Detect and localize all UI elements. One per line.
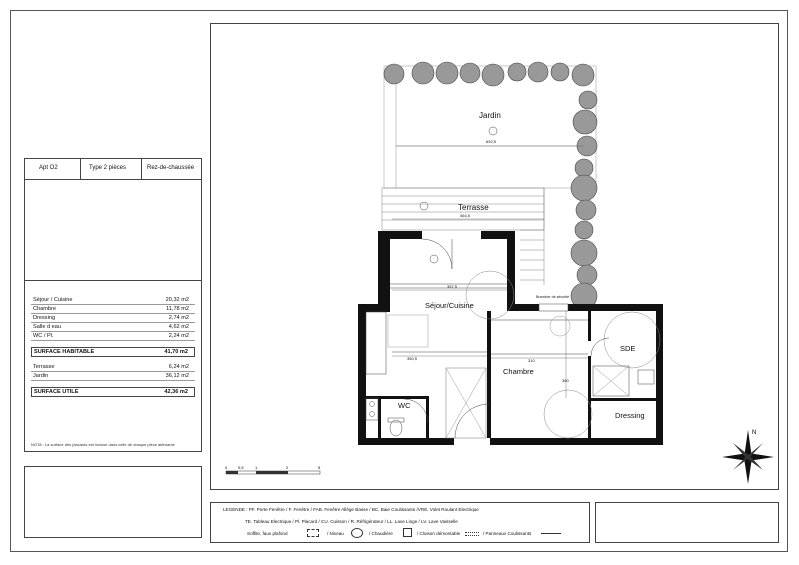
partition-symbol — [465, 532, 479, 536]
dim-terrasse: 464,5 — [460, 213, 471, 218]
exterior-name: Jardin — [33, 373, 49, 379]
dim-chambre: 310 — [528, 358, 535, 363]
apartment-type: Type 2 pièces — [89, 165, 127, 171]
level-icon — [351, 528, 363, 538]
room-label-dressing: Dressing — [615, 411, 645, 420]
compass-north: N — [752, 430, 757, 436]
surface-name: WC / Pl. — [33, 333, 54, 339]
boiler-icon — [403, 528, 412, 537]
surface-value: 2,74 m2 — [168, 315, 189, 321]
surface-name: Chambre — [33, 306, 57, 312]
surface-name: Séjour / Cuisine — [33, 297, 73, 303]
surface-value: 11,78 m2 — [166, 306, 189, 312]
scale-label: 0 — [225, 465, 228, 470]
scale-label: 5 — [318, 465, 321, 470]
title-box — [595, 502, 779, 543]
room-label-terrasse: Terrasse — [458, 203, 489, 212]
scale-label: 2 — [286, 465, 289, 470]
legend-line-2: TE. Tableau Electrique / Pl. Placard / CU. Cuisson / R. Réfrigérateur / LL. Lave Linge / LV. Lave Vaisselle — [245, 519, 458, 524]
legend-soffite: Soffite, faux plafond — [247, 531, 288, 536]
room-label-chambre: Chambre — [503, 367, 534, 376]
legend-niveau: / Niveau — [327, 531, 344, 536]
exterior-value: 6,24 m2 — [168, 364, 189, 370]
scale-label: 0,5 — [238, 465, 244, 470]
sliding-panel-symbol — [541, 533, 561, 534]
dim-sejour: 357,5 — [447, 284, 458, 289]
footnote: NOTA : La surface des placards est incluse dans celle de chaque pièce attenante — [31, 442, 175, 447]
surface-value: 2,24 m2 — [168, 333, 189, 339]
legend-panneaux: / Panneaux Coulissants — [483, 531, 532, 536]
kitchen-counter — [366, 312, 386, 374]
room-label-sejour: Séjour/Cuisine — [425, 301, 474, 310]
apartment-number: Apt O2 — [39, 165, 58, 171]
surface-habitable-row: SURFACE HABITABLE 41,70 m2 — [31, 347, 195, 357]
legend-chaudiere: / Chaudière — [369, 531, 393, 536]
legend-line-1: LEGENDE : PF. Porte Fenêtre / F. Fenêtre / FAB. Fenêtre Allège Basse / BC. Baie Coulissante /VRE. Volet Roulant Electrique — [223, 507, 479, 512]
level-icon — [489, 127, 497, 135]
dim-chambre-h: 360 — [562, 378, 569, 383]
surface-value: 20,32 m2 — [165, 297, 189, 303]
annotation: Brancher de sécurité — [536, 295, 570, 299]
surface-name: Dressing — [33, 315, 56, 321]
room-label-wc: WC — [398, 401, 411, 410]
washbasin — [638, 370, 654, 384]
exterior-name: Terrasse — [33, 364, 55, 370]
dim-sejour-2: 350,5 — [407, 356, 418, 361]
apartment-level: Rez-de-chaussée — [147, 165, 195, 171]
exterior-value: 36,12 m2 — [165, 373, 189, 379]
room-label-jardin: Jardin — [479, 111, 501, 120]
compass-icon — [722, 430, 774, 484]
toilet — [390, 420, 402, 436]
scale-label: 1 — [255, 465, 258, 470]
dim-jardin: 692,5 — [486, 139, 497, 144]
surface-utile-row: SURFACE UTILE 42,36 m2 — [31, 387, 195, 397]
surface-value: 4,62 m2 — [168, 324, 189, 330]
level-icon — [420, 202, 428, 210]
level-icon — [430, 255, 438, 263]
room-label-sde: SDE — [620, 344, 636, 353]
legend — [210, 502, 590, 543]
surface-name: Salle d eau — [33, 324, 61, 330]
scale-bar — [225, 465, 321, 474]
legend-cloison: / Cloison démontable — [417, 531, 461, 536]
soffite-symbol — [307, 529, 319, 537]
tree-icon — [384, 62, 597, 309]
